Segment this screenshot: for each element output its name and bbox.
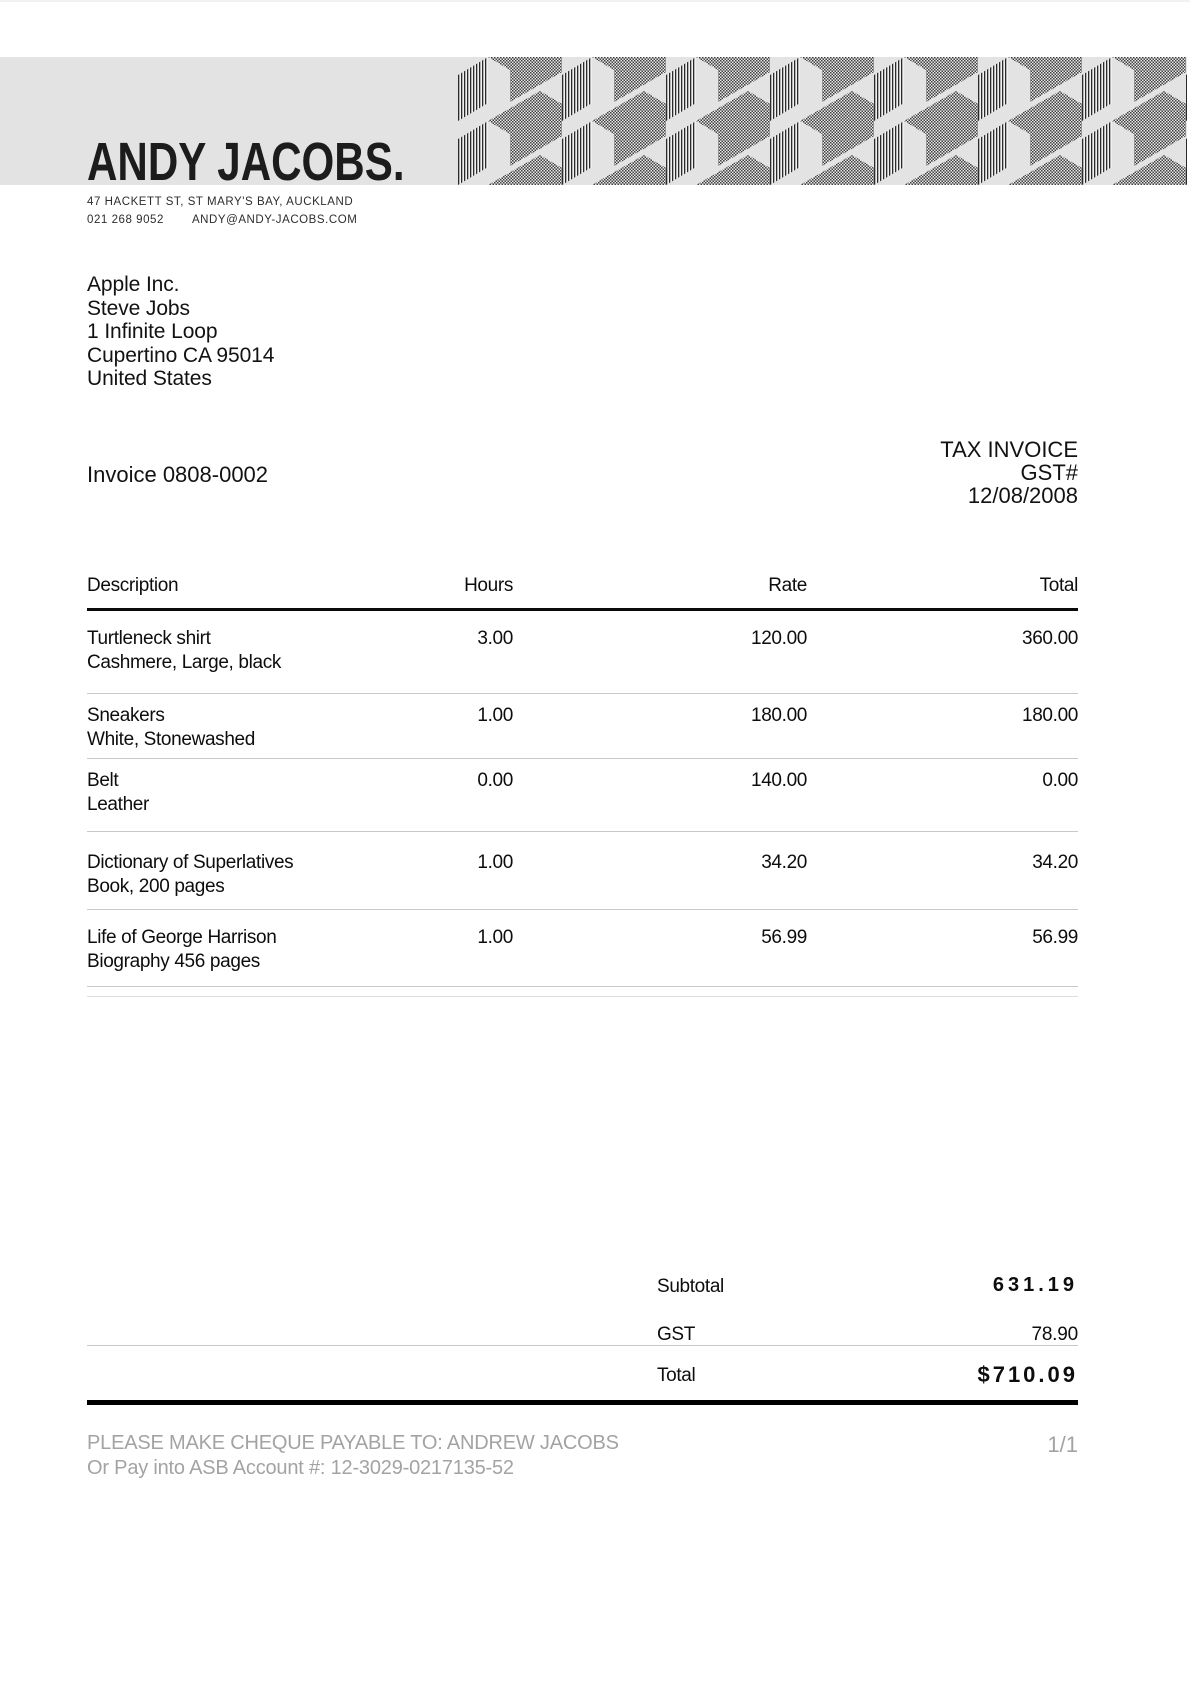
item-detail: Book, 200 pages (87, 876, 225, 897)
brand-contact-row (87, 214, 357, 226)
total-label: Total (657, 1365, 696, 1386)
client-contact: Steve Jobs (87, 296, 190, 320)
table-row (87, 628, 1078, 688)
grand-total-rule (87, 1400, 1078, 1405)
client-address-block (87, 273, 274, 391)
page-indicator: 1/1 (1047, 1432, 1078, 1457)
item-detail: Biography 456 pages (87, 951, 260, 972)
item-hours: 1.00 (477, 927, 513, 948)
item-rate: 180.00 (750, 705, 807, 726)
row-divider (87, 758, 1078, 759)
item-name: Sneakers (87, 705, 165, 726)
total-top-divider (87, 1345, 1078, 1346)
brand-address: 47 HACKETT ST, ST MARY'S BAY, AUCKLAND (87, 196, 354, 208)
item-name: Turtleneck shirt (87, 628, 211, 649)
row-divider (87, 693, 1078, 694)
subtotal-value: 631.19 (992, 1274, 1078, 1296)
item-total: 180.00 (1021, 705, 1078, 726)
total-value: $710.09 (977, 1362, 1078, 1387)
subtotal-label: Subtotal (657, 1276, 724, 1297)
col-header-hours: Hours (464, 575, 513, 596)
item-total: 34.20 (1032, 852, 1078, 873)
table-end-divider-secondary (87, 996, 1078, 997)
client-street: 1 Infinite Loop (87, 320, 218, 343)
gst-value: 78.90 (1031, 1324, 1078, 1345)
gst-number-label: GST# (1020, 460, 1078, 485)
payment-cheque-line: PLEASE MAKE CHEQUE PAYABLE TO: ANDREW JACOBS (87, 1432, 619, 1454)
table-header-rule (87, 608, 1078, 611)
table-row (87, 852, 1078, 912)
item-name: Belt (87, 770, 119, 791)
header-band (0, 57, 1187, 226)
item-detail: Leather (87, 794, 149, 815)
row-divider (87, 909, 1078, 910)
item-name: Life of George Harrison (87, 927, 277, 948)
item-hours: 1.00 (477, 705, 513, 726)
gst-label: GST (657, 1324, 696, 1345)
invoice-date: 12/08/2008 (967, 483, 1078, 508)
invoice-number: Invoice 0808-0002 (87, 462, 269, 487)
isometric-cubes-pattern-icon (458, 57, 1187, 185)
item-rate: 56.99 (761, 927, 807, 948)
brand-email: ANDY@ANDY-JACOBS.COM (191, 214, 358, 226)
row-divider (87, 831, 1078, 832)
item-rate: 34.20 (761, 852, 807, 873)
client-country: United States (87, 367, 212, 390)
item-rate: 120.00 (750, 628, 807, 649)
client-city: Cupertino CA 95014 (87, 343, 275, 367)
col-header-description: Description (87, 575, 179, 596)
client-company: Apple Inc. (87, 273, 180, 296)
col-header-total: Total (1039, 575, 1078, 596)
item-rate: 140.00 (750, 770, 807, 791)
invoice-meta-right (940, 438, 1078, 507)
payment-account-line: Or Pay into ASB Account #: 12-3029-0217135-52 (87, 1457, 514, 1479)
table-row (87, 705, 1078, 765)
item-hours: 0.00 (477, 770, 513, 791)
table-row (87, 770, 1078, 830)
col-header-rate: Rate (768, 575, 807, 596)
item-hours: 1.00 (477, 852, 513, 873)
table-row (87, 927, 1078, 987)
item-total: 360.00 (1021, 628, 1078, 649)
item-hours: 3.00 (477, 628, 513, 649)
item-detail: Cashmere, Large, black (87, 652, 282, 673)
brand-phone: 021 268 9052 (87, 214, 164, 226)
doc-type-label: TAX INVOICE (940, 437, 1078, 462)
table-end-divider (87, 986, 1078, 987)
item-total: 56.99 (1032, 927, 1078, 948)
table-header-row (87, 575, 1078, 635)
item-detail: White, Stonewashed (87, 729, 255, 750)
item-total: 0.00 (1042, 770, 1078, 791)
item-name: Dictionary of Superlatives (87, 852, 294, 873)
brand-logo-text: ANDY JACOBS. (87, 132, 405, 192)
